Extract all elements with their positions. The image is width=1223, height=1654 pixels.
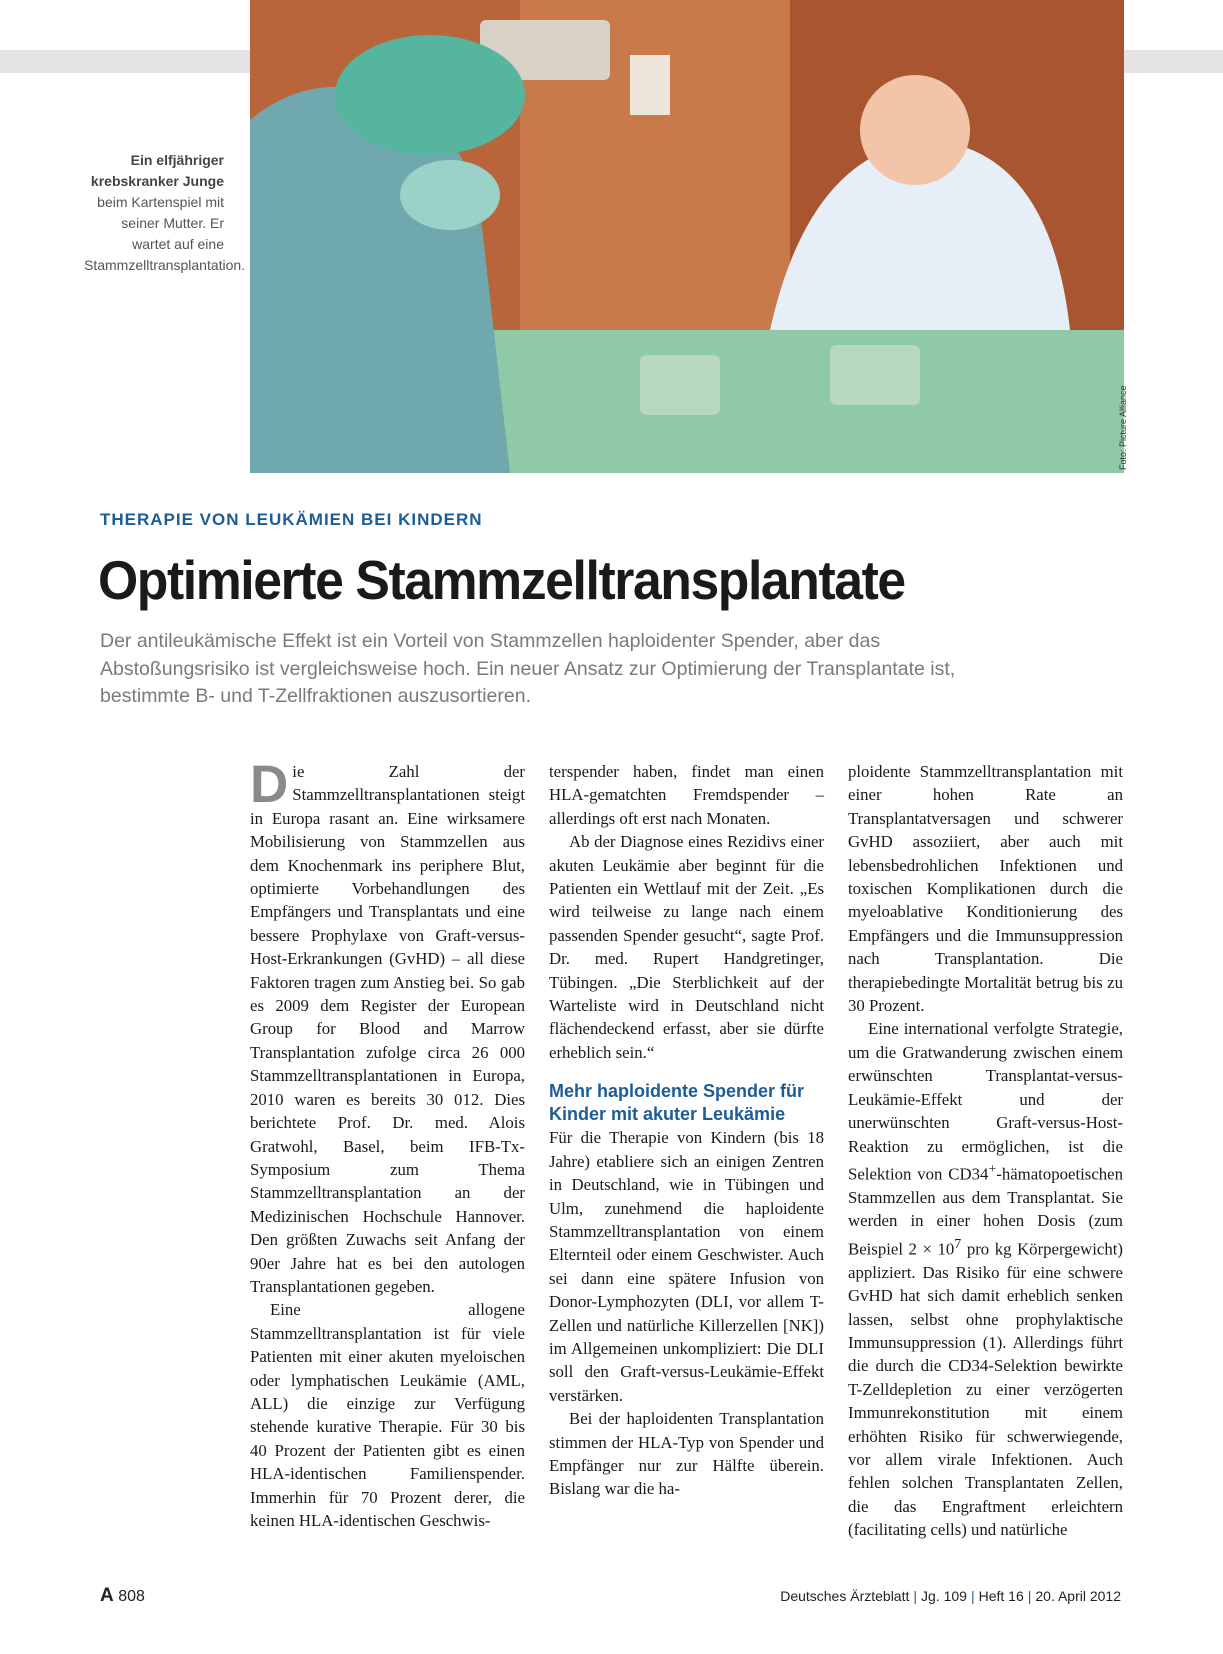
text-column-3 (848, 760, 1123, 1542)
paragraph (848, 1017, 1123, 1541)
footer-journal: Deutsches Ärzteblatt (780, 1588, 910, 1604)
paragraph: Eine allogene Stammzelltransplantation ist für viele Patienten mit einer akuten myeloischen oder lymphatischen Leukämie (AML, ALL) die einzige zur Verfügung stehende kurative Therapie. Für 30 bis 40 Prozent der Patienten gibt es einen HLA-identischen Familienspender. Immerhin für 70 Prozent derer, die keinen HLA-identischen Geschwis- (250, 1300, 525, 1530)
text-column-1 (250, 755, 525, 1532)
footer-separator: | (970, 1588, 975, 1604)
folio-letter: A (100, 1585, 114, 1606)
caption-bold: Ein elfjähriger krebskranker Junge (90, 152, 224, 189)
article-lead: Der antileukämische Effekt ist ein Vorteil von Stammzellen haploidenter Spender, aber das Abstoßungsrisiko ist vergleichsweise hoch. Ein neuer Ansatz zur Optimierung der Transplantate ist, bestimmte B- und T-Zellfraktionen auszusortieren. (100, 630, 956, 707)
section-subheading: Mehr haploidente Spender für Kinder mit akuter Leukämie (549, 1081, 805, 1125)
footer-date: 20. April 2012 (1035, 1588, 1121, 1604)
page-number (100, 1585, 145, 1607)
paragraph: Ab der Diagnose eines Rezidivs einer akuten Leukämie aber beginnt für die Patienten ein Wettlauf mit der Zeit. „Es wird teilweise zu lange nach einem passenden Spender gesucht“, sagte Prof. Dr. med. Rupert Handgretinger, Tübingen. „Die Sterblichkeit auf der Warteliste wird in Deutschland nicht flächendeckend erfasst, aber sie dürfte erheblich sein.“ (549, 832, 824, 1062)
text-run: -hämatopoetischen Stammzellen aus dem Transplantat. Sie werden in einer hohen Dosis (zum Beispiel 2 × 10 (848, 1164, 1123, 1259)
footer-separator: | (1027, 1588, 1032, 1604)
paragraph: Bei der haploidenten Transplantation stimmen der HLA-Typ von Spender und Empfänger nur zur Hälfte überein. Bislang war die ha- (549, 1409, 824, 1499)
footer-volume: Jg. 109 (921, 1588, 967, 1604)
footer-issue: Heft 16 (978, 1588, 1024, 1604)
paragraph: terspender haben, findet man einen HLA-gematchten Fremdspender – allerdings oft erst nach Monaten. (549, 762, 824, 828)
article-photo (250, 0, 1124, 473)
paragraph: Für die Therapie von Kindern (bis 18 Jahre) etabliere sich an einigen Zentren in Deutschland, wie in Tübingen und Ulm, zunehmend die haploidente Stammzelltransplantation von einem Elternteil oder einem Geschwister. Auch sei dann eine spätere Infusion von Donor-Lymphozyten (DLI, vor allem T-Zellen und natürliche Killerzellen [NK]) im Allgemeinen unkompliziert: Die DLI soll den Graft-versus-Leukämie-Effekt verstärken. (549, 1128, 824, 1405)
article-headline: Optimierte Stammzelltransplantate (98, 549, 905, 611)
drop-cap: D (250, 755, 289, 814)
paragraph: ie Zahl der Stammzelltransplantationen steigt in Europa rasant an. Eine wirksamere Mobilisierung von Stammzellen aus dem Knochenmark ins periphere Blut, optimierte Vorbehandlungen des Empfängers und Transplantats und eine bessere Prophylaxe von Graft-versus-Host-Erkrankungen (GvHD) – all diese Faktoren tragen zum Anstieg bei. So gab es 2009 dem Register der European Group for Blood and Marrow Transplantation zufolge circa 26 000 Stammzelltransplantationen in Europa, 2010 waren es bereits 30 012. Dies berichtete Prof. Dr. med. Alois Gratwohl, Basel, beim IFB-Tx-Symposium zum Thema Stammzelltransplantation an der Medizinischen Hochschule Hannover. Den größten Zuwachs seit Anfang der 90er Jahre hat es bei den autologen Transplantationen gegeben. (250, 762, 525, 1296)
article-kicker: THERAPIE VON LEUKÄMIEN BEI KINDERN (100, 510, 483, 529)
photo-caption (84, 150, 246, 276)
superscript: + (988, 1161, 997, 1177)
text-column-2 (549, 760, 824, 1501)
folio-number: 808 (118, 1588, 145, 1605)
superscript: 7 (954, 1236, 962, 1252)
text-run: Eine international verfolgte Strategie, um die Gratwanderung zwischen einem erwünschten Transplantat-versus-Leukämie-Effekt und der unerwünschten Graft-versus-Host-Reaktion zu ermöglichen, ist die Selektion von CD34 (848, 1019, 1123, 1184)
text-run: pro kg Körpergewicht) appliziert. Das Risiko für eine schwere GvHD hat sich damit erheblich senken lassen, selbst ohne prophylaktische Immunsuppression (1). Allerdings führt die durch die CD34-Selektion bewirkte T-Zelldepletion zu einer verzögerten Immunrekonstitution mit einem erhöhten Risiko für schwerwiegende, vor allem virale Infektionen. Auch fehlen solchen Transplantaten Zellen, die das Engraftment erleichtern (facilitating cells) und natürliche (848, 1239, 1123, 1540)
footer-separator: | (913, 1588, 918, 1604)
page-footer (780, 1588, 1121, 1604)
paragraph: ploidente Stammzelltransplantation mit einer hohen Rate an Transplantatversagen und schwerer GvHD assoziiert, aber auch mit lebensbedrohlichen Infektionen und toxischen Komplikationen durch die myeloablative Konditionierung des Empfängers und die Immunsuppression nach Transplantation. Die therapiebedingte Mortalität betrug bis zu 30 Prozent. (848, 762, 1123, 1016)
caption-text: beim Kartenspiel mit seiner Mutter. Er wartet auf eine Stammzelltransplantation. (84, 194, 246, 273)
photo-credit: Foto: Picture Alliance (1118, 385, 1128, 470)
